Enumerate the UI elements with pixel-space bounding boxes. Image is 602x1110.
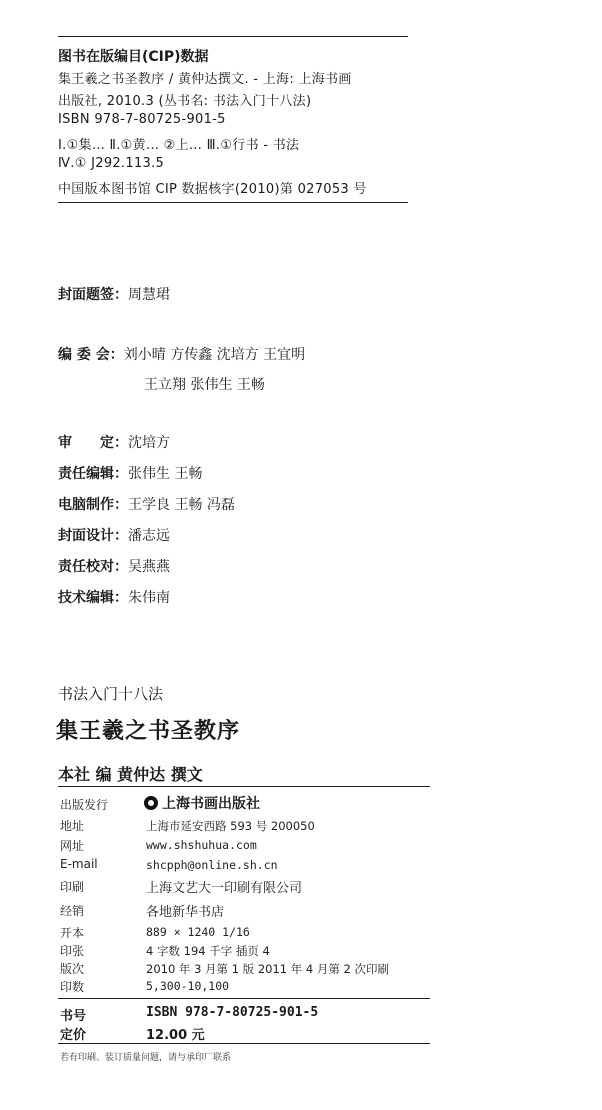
credit-label: 技术编辑： <box>58 590 128 606</box>
colophon-row-value: 上海文艺大一印刷有限公司 <box>146 881 303 896</box>
colophon-mid-rule <box>58 998 430 999</box>
colophon-row-label: 网址 <box>60 839 85 853</box>
colophon-row-value: shcpph@online.sh.cn <box>146 858 278 872</box>
credit-editor <box>58 463 202 483</box>
colophon-row-value: 5,300-10,100 <box>146 979 230 993</box>
colophon-row-value: www.shshuhua.com <box>146 838 257 852</box>
colophon-row-label: E-mail <box>60 857 98 871</box>
cip-line: Ⅳ.① J292.113.5 <box>58 156 165 171</box>
colophon-row-value: 889 × 1240 1/16 <box>146 925 250 939</box>
credit-cover-inscription <box>58 284 170 304</box>
credit-value: 吴燕燕 <box>128 559 170 575</box>
credit-label: 责任校对： <box>58 559 128 575</box>
cip-top-rule <box>58 36 408 37</box>
cip-line: 集王羲之书圣教序 / 黄仲达撰文. - 上海: 上海书画 <box>58 72 352 87</box>
colophon-row-label: 印张 <box>60 944 85 958</box>
series-name: 书法入门十八法 <box>58 685 164 703</box>
credit-committee-line2 <box>144 374 265 394</box>
book-authors: 本社 编 黄仲达 撰文 <box>58 765 203 784</box>
colophon-row-label: 印刷 <box>60 880 85 894</box>
cip-line: 出版社, 2010.3 (丛书名: 书法入门十八法) <box>58 94 312 109</box>
credit-committee <box>58 344 305 364</box>
book-title: 集王羲之书圣教序 <box>56 718 241 744</box>
publisher-label: 出版发行 <box>60 798 109 812</box>
colophon-row-label: 地址 <box>60 819 85 833</box>
colophon-row-label: 印数 <box>60 980 85 994</box>
credit-label: 封面设计： <box>58 528 128 544</box>
credit-label: 责任编辑： <box>58 466 128 482</box>
publisher-logo <box>144 793 260 813</box>
isbn-value: ISBN 978-7-80725-901-5 <box>146 1005 319 1020</box>
colophon-row-value: 各地新华书店 <box>146 905 225 920</box>
colophon-row-value: 上海市延安西路 593 号 200050 <box>146 819 315 833</box>
colophon-row-label: 版次 <box>60 962 85 976</box>
credit-label: 编 委 会： <box>58 347 124 363</box>
colophon-bottom-rule <box>58 1043 430 1044</box>
cip-title: 图书在版编目(CIP)数据 <box>58 49 209 65</box>
cip-line: ISBN 978-7-80725-901-5 <box>58 112 226 127</box>
credit-value: 朱伟南 <box>128 590 170 606</box>
credit-label: 电脑制作： <box>58 497 128 513</box>
publisher-name: 上海书画出版社 <box>162 796 260 812</box>
credit-value: 王学良 王畅 冯磊 <box>128 497 235 513</box>
publisher-seal-icon <box>144 796 158 810</box>
isbn-label: 书号 <box>60 1009 87 1024</box>
credit-label: 审 定： <box>58 435 128 451</box>
price-label: 定价 <box>60 1028 87 1043</box>
credit-cover-design <box>58 525 170 545</box>
price-value: 12.00 元 <box>146 1028 205 1043</box>
cip-bottom-rule <box>58 202 408 203</box>
colophon-row-value: 4 字数 194 千字 插页 4 <box>146 944 270 958</box>
cip-line: Ⅰ.①集… Ⅱ.①黄… ②上… Ⅲ.①行书 - 书法 <box>58 138 300 153</box>
credit-value: 刘小晴 方传鑫 沈培方 王宜明 <box>123 347 306 363</box>
credit-value: 张伟生 王畅 <box>128 466 203 482</box>
credit-proofread <box>58 556 170 576</box>
credit-value: 王立翔 张伟生 王畅 <box>144 377 265 393</box>
colophon-top-rule <box>58 786 430 787</box>
credit-value: 沈培方 <box>128 435 170 451</box>
colophon-row-label: 开本 <box>60 926 85 940</box>
credit-tech-editor <box>58 587 170 607</box>
quality-footnote: 若有印刷、装订质量问题，请与承印厂联系 <box>60 1053 232 1063</box>
cip-line: 中国版本图书馆 CIP 数据核字(2010)第 027053 号 <box>58 182 367 197</box>
colophon-row-label: 经销 <box>60 904 85 918</box>
credit-computer <box>58 494 235 514</box>
colophon-row-value: 2010 年 3 月第 1 版 2011 年 4 月第 2 次印刷 <box>146 962 390 976</box>
credit-value: 潘志远 <box>128 528 170 544</box>
credit-review <box>58 432 170 452</box>
credit-label: 封面题签： <box>58 287 128 303</box>
credit-value: 周慧珺 <box>128 287 170 303</box>
